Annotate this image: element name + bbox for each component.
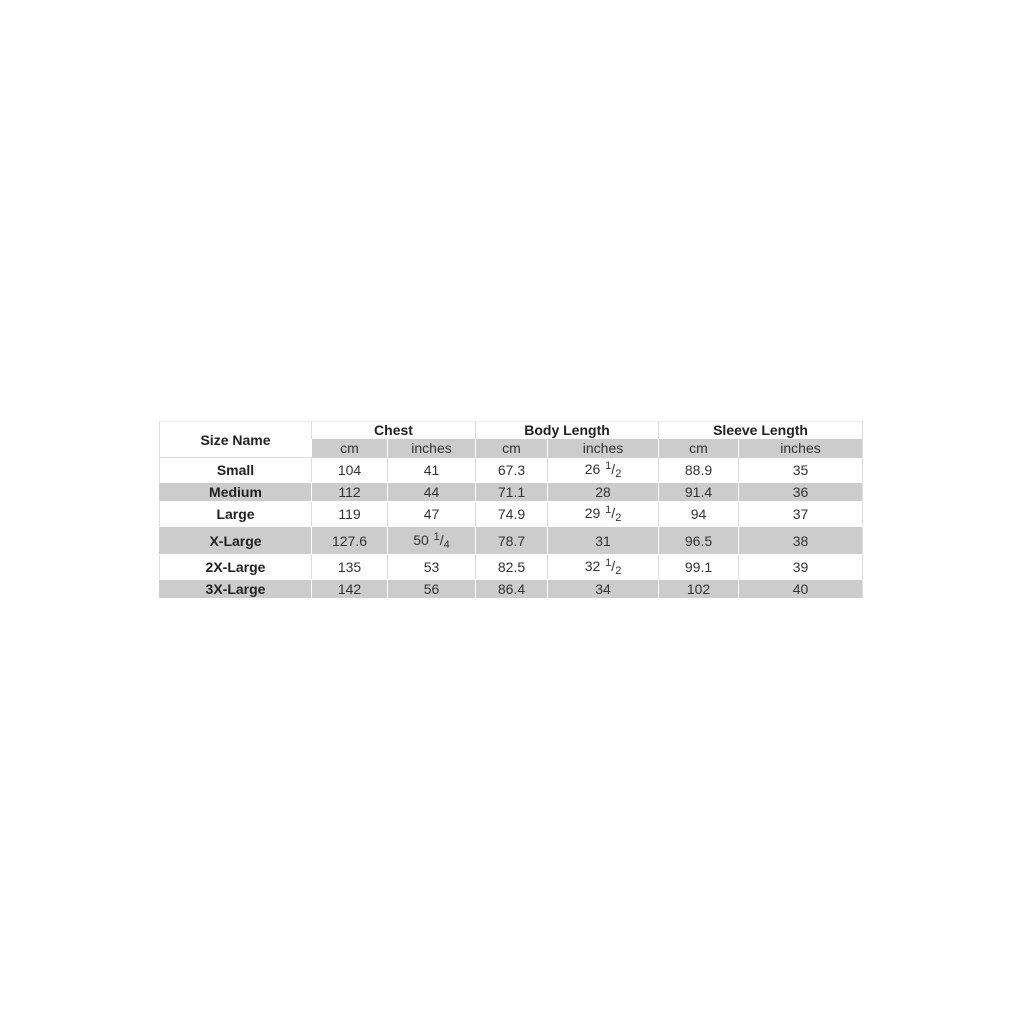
body-inches-cell: 28 — [548, 483, 659, 502]
sleeve-cm-cell: 91.4 — [659, 483, 739, 502]
group-header-row — [160, 422, 863, 439]
size-name-cell: Large — [160, 502, 312, 527]
sleeve-inches-cell: 39 — [739, 555, 863, 580]
body-inches-cell — [548, 502, 659, 527]
body-cm-cell: 78.7 — [476, 527, 548, 555]
body-cm-cell: 86.4 — [476, 580, 548, 599]
table-row — [160, 527, 863, 555]
body-cm-cell: 74.9 — [476, 502, 548, 527]
sleeve-cm-cell: 94 — [659, 502, 739, 527]
fraction-value: 29 $^1/_2$ — [584, 504, 622, 524]
sleeve-inches-cell: 40 — [739, 580, 863, 599]
sleeve-cm-cell: 96.5 — [659, 527, 739, 555]
body-inches-cell — [548, 458, 659, 483]
size-name-header: Size Name — [160, 422, 312, 458]
chest-header: Chest — [312, 422, 476, 439]
sleeve-inches-cell: 37 — [739, 502, 863, 527]
sleeve-cm-cell: 102 — [659, 580, 739, 599]
table-row — [160, 580, 863, 599]
size-name-cell: 2X-Large — [160, 555, 312, 580]
fraction-value: 32 $^1/_2$ — [584, 557, 622, 577]
chest-inches-cell: 44 — [388, 483, 476, 502]
size-name-cell: 3X-Large — [160, 580, 312, 599]
chest-inches-cell: 47 — [388, 502, 476, 527]
chest-cm-header: cm — [312, 439, 388, 458]
chest-inches-cell: 53 — [388, 555, 476, 580]
body-inches-cell — [548, 555, 659, 580]
chest-inches-cell: 56 — [388, 580, 476, 599]
chest-cm-cell: 104 — [312, 458, 388, 483]
body-cm-cell: 82.5 — [476, 555, 548, 580]
size-name-cell: X-Large — [160, 527, 312, 555]
body-length-header: Body Length — [476, 422, 659, 439]
chest-cm-cell: 119 — [312, 502, 388, 527]
sleeve-inches-cell: 38 — [739, 527, 863, 555]
size-chart-table — [159, 421, 863, 599]
sleeve-inches-header: inches — [739, 439, 863, 458]
sleeve-cm-cell: 88.9 — [659, 458, 739, 483]
chest-inches-cell — [388, 527, 476, 555]
body-cm-header: cm — [476, 439, 548, 458]
chest-cm-cell: 127.6 — [312, 527, 388, 555]
sleeve-cm-header: cm — [659, 439, 739, 458]
fraction-value: 26 $^1/_2$ — [584, 459, 622, 480]
size-name-cell: Small — [160, 458, 312, 483]
chest-inches-cell: 41 — [388, 458, 476, 483]
body-inches-cell: 31 — [548, 527, 659, 555]
table-row — [160, 555, 863, 580]
table-row — [160, 502, 863, 527]
chest-cm-cell: 135 — [312, 555, 388, 580]
chest-cm-cell: 112 — [312, 483, 388, 502]
fraction-value: 50 $^1/_4$ — [413, 530, 450, 551]
chest-cm-cell: 142 — [312, 580, 388, 599]
sleeve-inches-cell: 35 — [739, 458, 863, 483]
body-cm-cell: 67.3 — [476, 458, 548, 483]
table-row — [160, 483, 863, 502]
sleeve-length-header: Sleeve Length — [659, 422, 863, 439]
body-cm-cell: 71.1 — [476, 483, 548, 502]
size-name-cell: Medium — [160, 483, 312, 502]
sleeve-cm-cell: 99.1 — [659, 555, 739, 580]
body-inches-cell: 34 — [548, 580, 659, 599]
chest-inches-header: inches — [388, 439, 476, 458]
table-row — [160, 458, 863, 483]
body-inches-header: inches — [548, 439, 659, 458]
sleeve-inches-cell: 36 — [739, 483, 863, 502]
